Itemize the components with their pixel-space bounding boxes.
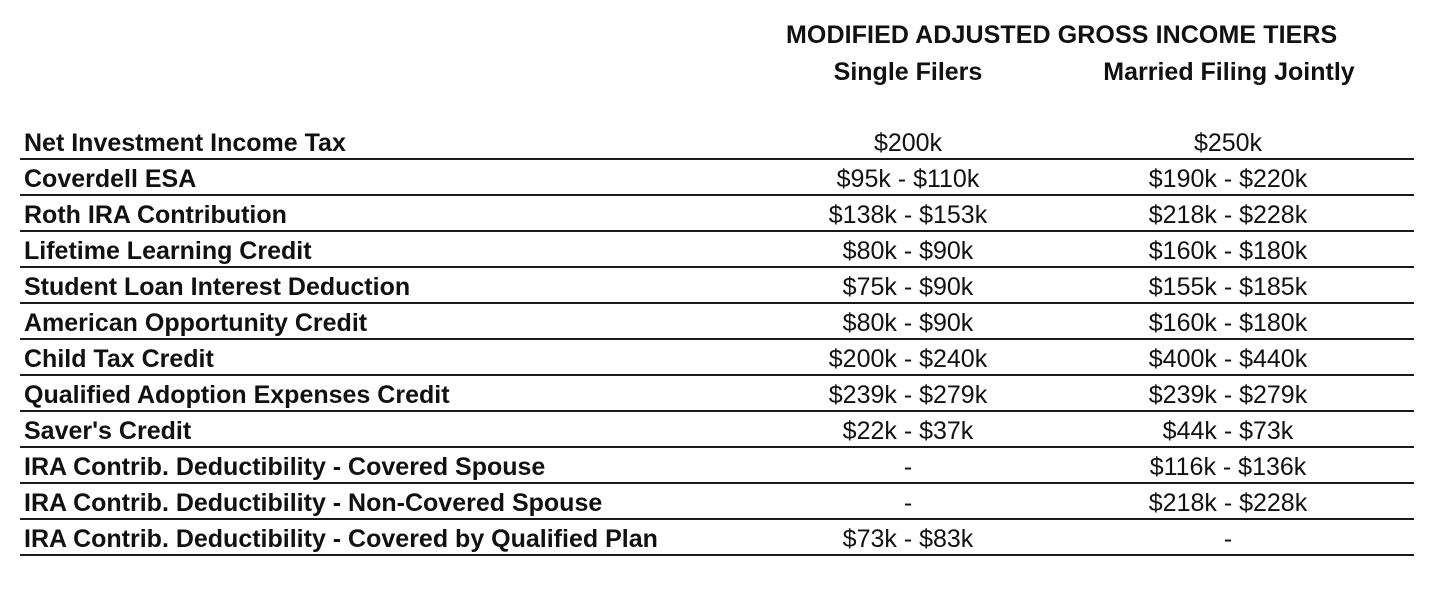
married-jointly-value: $155k - $185k	[1148, 273, 1308, 301]
table-row	[20, 340, 1414, 376]
row-label: Roth IRA Contribution	[24, 201, 287, 229]
row-label: Student Loan Interest Deduction	[24, 273, 411, 301]
income-tiers-table	[20, 124, 1414, 556]
married-jointly-value: $250k	[1193, 129, 1263, 157]
single-filers-value: $80k - $90k	[842, 237, 974, 265]
row-label: American Opportunity Credit	[24, 309, 368, 337]
single-filers-value: -	[903, 489, 913, 517]
table-row	[20, 412, 1414, 448]
table-row	[20, 376, 1414, 412]
row-label: Net Investment Income Tax	[24, 129, 346, 157]
married-jointly-value: $400k - $440k	[1148, 345, 1308, 373]
table-row	[20, 448, 1414, 484]
table-row	[20, 484, 1414, 520]
row-label: IRA Contrib. Deductibility - Non-Covered Spouse	[24, 489, 603, 517]
single-filers-value: $75k - $90k	[842, 273, 974, 301]
table-row	[20, 304, 1414, 340]
row-label: Qualified Adoption Expenses Credit	[24, 381, 450, 409]
married-jointly-value: $239k - $279k	[1148, 381, 1308, 409]
married-jointly-value: $218k - $228k	[1148, 201, 1308, 229]
row-label: Lifetime Learning Credit	[24, 237, 312, 265]
row-label: Saver's Credit	[24, 417, 192, 445]
table-row	[20, 232, 1414, 268]
married-jointly-value: $160k - $180k	[1148, 309, 1308, 337]
single-filers-value: -	[903, 453, 913, 481]
single-filers-value: $138k - $153k	[828, 201, 988, 229]
table-row	[20, 268, 1414, 304]
table-row	[20, 124, 1414, 160]
row-label: IRA Contrib. Deductibility - Covered Spouse	[24, 453, 546, 481]
column-header-single-filers: Single Filers	[833, 58, 983, 86]
single-filers-value: $95k - $110k	[836, 165, 980, 193]
single-filers-value: $239k - $279k	[828, 381, 988, 409]
married-jointly-value: $218k - $228k	[1148, 489, 1308, 517]
single-filers-value: $22k - $37k	[842, 417, 974, 445]
table-title: MODIFIED ADJUSTED GROSS INCOME TIERS	[786, 21, 1338, 49]
married-jointly-value: $116k - $136k	[1149, 453, 1307, 481]
row-label: Coverdell ESA	[24, 165, 197, 193]
table-row	[20, 520, 1414, 556]
table-row	[20, 160, 1414, 196]
row-label: IRA Contrib. Deductibility - Covered by Qualified Plan	[24, 525, 658, 553]
single-filers-value: $73k - $83k	[842, 525, 974, 553]
single-filers-value: $200k - $240k	[828, 345, 988, 373]
married-jointly-value: $44k - $73k	[1162, 417, 1294, 445]
married-jointly-value: -	[1223, 525, 1233, 553]
married-jointly-value: $190k - $220k	[1148, 165, 1308, 193]
table-row	[20, 196, 1414, 232]
single-filers-value: $200k	[873, 129, 943, 157]
single-filers-value: $80k - $90k	[842, 309, 974, 337]
married-jointly-value: $160k - $180k	[1148, 237, 1308, 265]
row-label: Child Tax Credit	[24, 345, 214, 373]
column-header-married-filing-jointly: Married Filing Jointly	[1103, 58, 1355, 86]
